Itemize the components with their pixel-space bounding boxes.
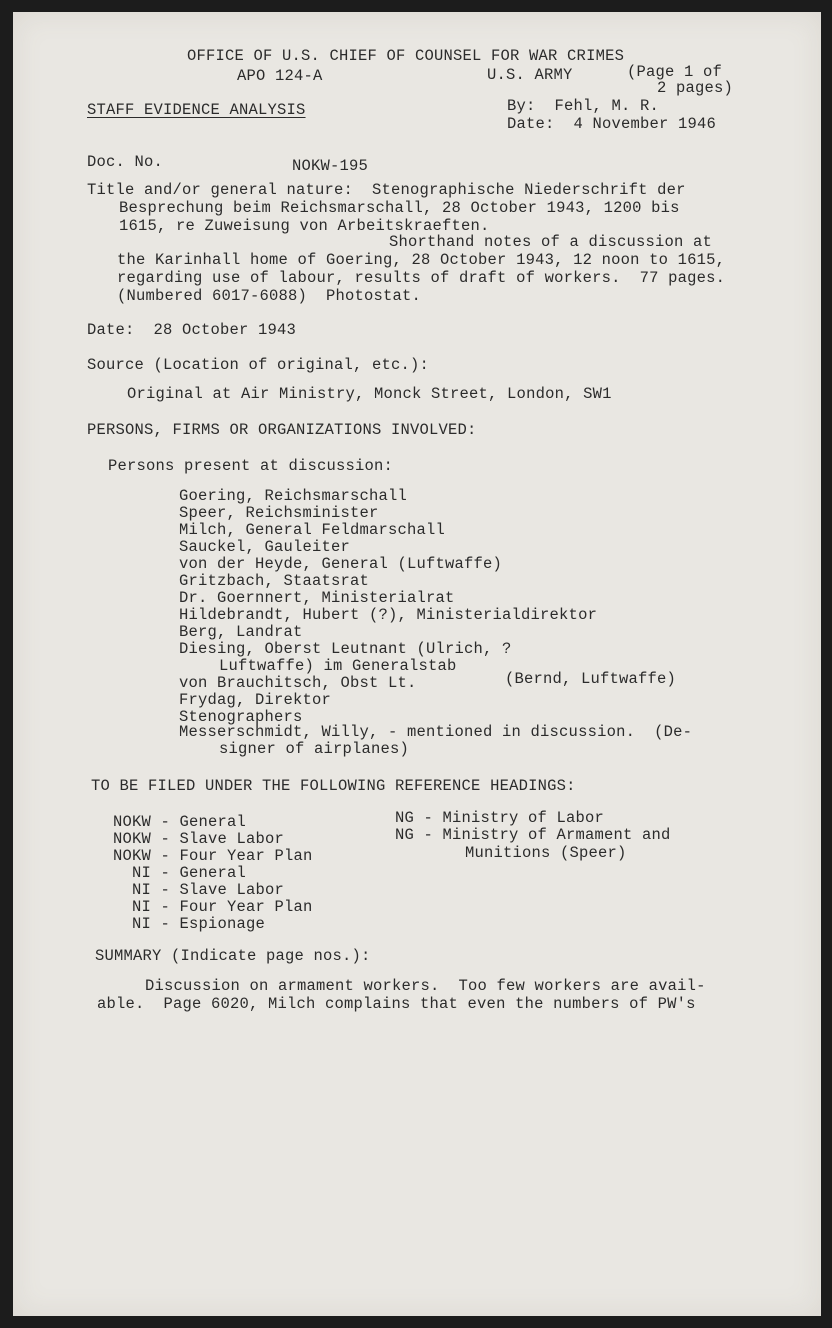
document-date: Date: 28 October 1943 <box>87 321 297 339</box>
office-line: OFFICE OF U.S. CHIEF OF COUNSEL FOR WAR CRIMES <box>187 47 625 65</box>
document-page <box>13 12 821 1316</box>
title-line: Title and/or general nature: Stenographische Niederschrift der <box>87 181 686 199</box>
person-line: Messerschmidt, Willy, - mentioned in discussion. (De- <box>179 723 693 741</box>
person-line: Sauckel, Gauleiter <box>179 538 351 556</box>
reference-right-item: Munitions (Speer) <box>465 844 627 862</box>
title-line: Shorthand notes of a discussion at <box>389 233 713 251</box>
person-line: Speer, Reichsminister <box>179 504 379 522</box>
reference-right-item: NG - Ministry of Labor <box>395 809 605 827</box>
person-line: Frydag, Direktor <box>179 691 332 709</box>
source-value: Original at Air Ministry, Monck Street, London, SW1 <box>127 385 612 403</box>
form-title: STAFF EVIDENCE ANALYSIS <box>87 101 306 119</box>
title-line: the Karinhall home of Goering, 28 October 1943, 12 noon to 1615, <box>117 251 726 269</box>
source-label: Source (Location of original, etc.): <box>87 356 430 374</box>
person-line: Goering, Reichsmarschall <box>179 487 408 505</box>
reference-left-item: NI - Four Year Plan <box>113 898 313 916</box>
persons-heading: PERSONS, FIRMS OR ORGANIZATIONS INVOLVED: <box>87 421 477 439</box>
page-indicator-line1: (Page 1 of <box>627 63 723 81</box>
title-line: (Numbered 6017-6088) Photostat. <box>117 287 422 305</box>
person-line: Berg, Landrat <box>179 623 303 641</box>
title-line: 1615, re Zuweisung von Arbeitskraeften. <box>119 217 490 235</box>
person-line: Dr. Goernnert, Ministerialrat <box>179 589 455 607</box>
reference-left-item: NOKW - Slave Labor <box>113 830 285 848</box>
summary-line: Discussion on armament workers. Too few workers are avail- <box>145 977 706 995</box>
doc-number-value: NOKW-195 <box>292 157 369 175</box>
person-line: von der Heyde, General (Luftwaffe) <box>179 555 503 573</box>
apo-line: APO 124-A <box>237 67 323 85</box>
person-line: Milch, General Feldmarschall <box>179 521 446 539</box>
summary-line: able. Page 6020, Milch complains that even the numbers of PW's <box>97 995 696 1013</box>
reference-left-item: NI - General <box>113 864 247 882</box>
reference-left-item: NOKW - General <box>113 813 247 831</box>
army-line: U.S. ARMY <box>487 66 573 84</box>
reference-left-item: NI - Slave Labor <box>113 881 285 899</box>
analyst-line: By: Fehl, M. R. <box>507 97 660 115</box>
person-line: Hildebrandt, Hubert (?), Ministerialdirektor <box>179 606 598 624</box>
reference-right-item: NG - Ministry of Armament and <box>395 826 671 844</box>
reference-left-item: NI - Espionage <box>113 915 266 933</box>
doc-number-label: Doc. No. <box>87 153 164 171</box>
analysis-date-line: Date: 4 November 1946 <box>507 115 717 133</box>
person-line: Diesing, Oberst Leutnant (Ulrich, ? <box>179 640 512 658</box>
summary-heading: SUMMARY (Indicate page nos.): <box>95 947 371 965</box>
person-line: von Brauchitsch, Obst Lt. <box>179 674 417 692</box>
persons-subheading: Persons present at discussion: <box>108 457 394 475</box>
person-line: Stenographers <box>179 708 303 726</box>
reference-heading: TO BE FILED UNDER THE FOLLOWING REFERENCE HEADINGS: <box>91 777 576 795</box>
page-indicator-line2: 2 pages) <box>657 79 734 97</box>
person-line: signer of airplanes) <box>219 740 410 758</box>
title-line: Besprechung beim Reichsmarschall, 28 October 1943, 1200 bis <box>119 199 680 217</box>
person-line: Luftwaffe) im Generalstab <box>219 657 457 675</box>
reference-left-item: NOKW - Four Year Plan <box>113 847 313 865</box>
person-note: (Bernd, Luftwaffe) <box>505 670 677 688</box>
title-line: regarding use of labour, results of draft of workers. 77 pages. <box>117 269 726 287</box>
person-line: Gritzbach, Staatsrat <box>179 572 370 590</box>
